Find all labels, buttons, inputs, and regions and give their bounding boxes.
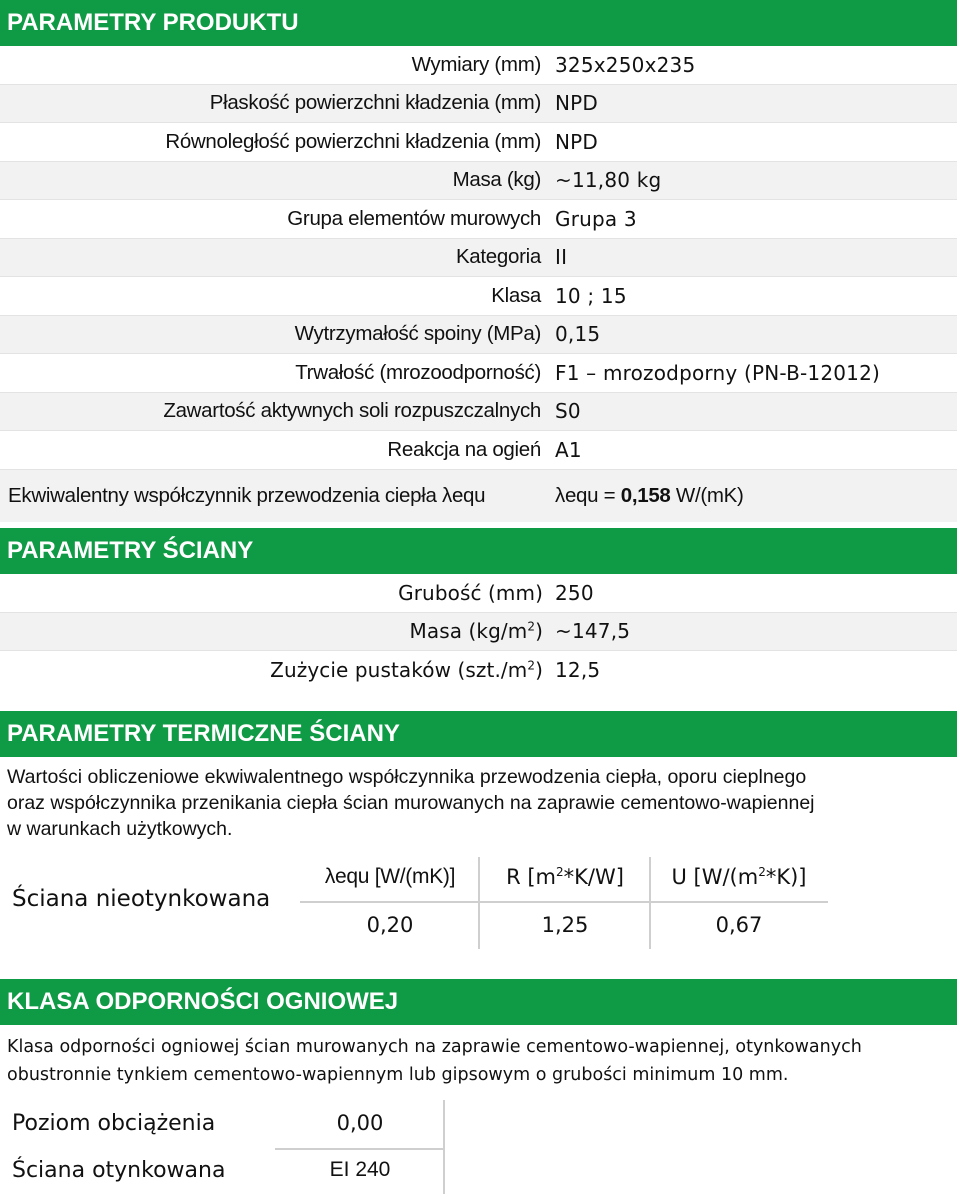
param-label: Zużycie pustaków $(szt./m^2)$ [270, 658, 543, 683]
param-row [0, 316, 957, 355]
param-label: Grubość (mm) [398, 580, 543, 605]
col-header-u: U $[W/(m^2*K)]$ [671, 865, 807, 889]
fire-load-value: 0,00 [336, 1111, 384, 1135]
section-header-product [0, 0, 957, 46]
param-value: 325x250x235 [555, 52, 696, 77]
param-value: Grupa 3 [555, 206, 637, 231]
param-label: Wymiary (mm) [411, 52, 541, 76]
section-header-thermal [0, 711, 957, 757]
fire-description: Klasa odporności ogniowej ścian murowanych na zaprawie cementowo-wapiennej, otynkowanych obustronnie tynkiem cementowo-wapiennym lub gipsowym o grubości minimum 10 mm. [7, 1037, 862, 1085]
param-label: Płaskość powierzchni kładzenia (mm) [209, 91, 541, 115]
wall-params-table [0, 574, 957, 690]
param-label: Grupa elementów murowych [287, 206, 541, 230]
param-label: Wytrzymałość spoiny (MPa) [294, 322, 541, 346]
lambda-prefix: λequ = [555, 483, 621, 507]
param-row [0, 574, 957, 613]
col-header-r: R $[m^2*K/W]$ [506, 865, 624, 889]
param-value: A1 [555, 437, 582, 462]
param-value: 12,5 [555, 658, 601, 683]
param-value: II [555, 245, 568, 270]
param-value: 0,15 [555, 322, 601, 347]
section-header-fire [0, 979, 957, 1025]
lambda-value [555, 484, 744, 508]
param-row [0, 613, 957, 652]
param-row [0, 46, 957, 85]
param-label: Zawartość aktywnych soli rozpuszczalnych [163, 399, 541, 423]
section-title: PARAMETRY ŚCIANY [7, 537, 254, 564]
param-value: ~11,80 kg [555, 168, 662, 193]
lambda-row [0, 470, 957, 522]
fire-load-label: Poziom obciążenia [12, 1111, 216, 1136]
lambda-unit: W/(mK) [670, 483, 744, 507]
param-value: NPD [555, 91, 599, 116]
section-title: PARAMETRY TERMICZNE ŚCIANY [7, 720, 400, 747]
param-row [0, 651, 957, 690]
product-params-table [0, 46, 957, 522]
param-label: Równoległość powierzchni kładzenia (mm) [165, 129, 541, 153]
param-row [0, 85, 957, 124]
fire-table-divider [275, 1148, 443, 1150]
thermal-row-label: Ściana nieotynkowana [12, 886, 271, 912]
col-header-lambda: λequ [W/(mK)] [324, 865, 456, 888]
param-value: 10 ; 15 [555, 283, 627, 308]
param-label: Kategoria [455, 245, 541, 269]
section-title: KLASA ODPORNOŚCI OGNIOWEJ [7, 988, 399, 1015]
param-label: Trwałość (mrozoodporność) [295, 360, 541, 384]
param-row [0, 277, 957, 316]
param-value: NPD [555, 129, 599, 154]
fire-wall-value: EI 240 [329, 1158, 391, 1181]
param-value: S0 [555, 399, 581, 424]
section-title: PARAMETRY PRODUKTU [7, 9, 299, 36]
value-r: 1,25 [541, 913, 589, 937]
param-row [0, 162, 957, 201]
param-label: Masa (kg) [452, 168, 541, 192]
param-label: Masa $(kg/m^2)$ [409, 619, 543, 644]
thermal-description: Wartości obliczeniowe ekwiwalentnego współczynnika przewodzenia ciepła, oporu cieplnego oraz współczynnika przenikania ciepła ścian murowanych na zaprawie cementowo-wapiennej w warunkach użytkowych. [7, 766, 815, 840]
section-header-wall [0, 528, 957, 574]
param-label: Klasa [491, 283, 541, 307]
param-value: ~147,5 [555, 619, 631, 644]
param-row [0, 431, 957, 470]
param-row [0, 354, 957, 393]
param-label: Reakcja na ogień [387, 437, 541, 461]
value-lambda: 0,20 [366, 913, 414, 937]
value-u: 0,67 [715, 913, 763, 937]
table-divider [300, 901, 828, 903]
fire-wall-label: Ściana otynkowana [12, 1158, 226, 1183]
param-row [0, 393, 957, 432]
param-value: 250 [555, 580, 594, 605]
param-row [0, 239, 957, 278]
param-row [0, 123, 957, 162]
lambda-label: Ekwiwalentny współczynnik przewodzenia ciepła λequ [8, 483, 486, 507]
param-value: F1 – mrozodporny (PN-B-12012) [555, 360, 881, 385]
lambda-number: 0,158 [620, 483, 671, 507]
param-row [0, 200, 957, 239]
